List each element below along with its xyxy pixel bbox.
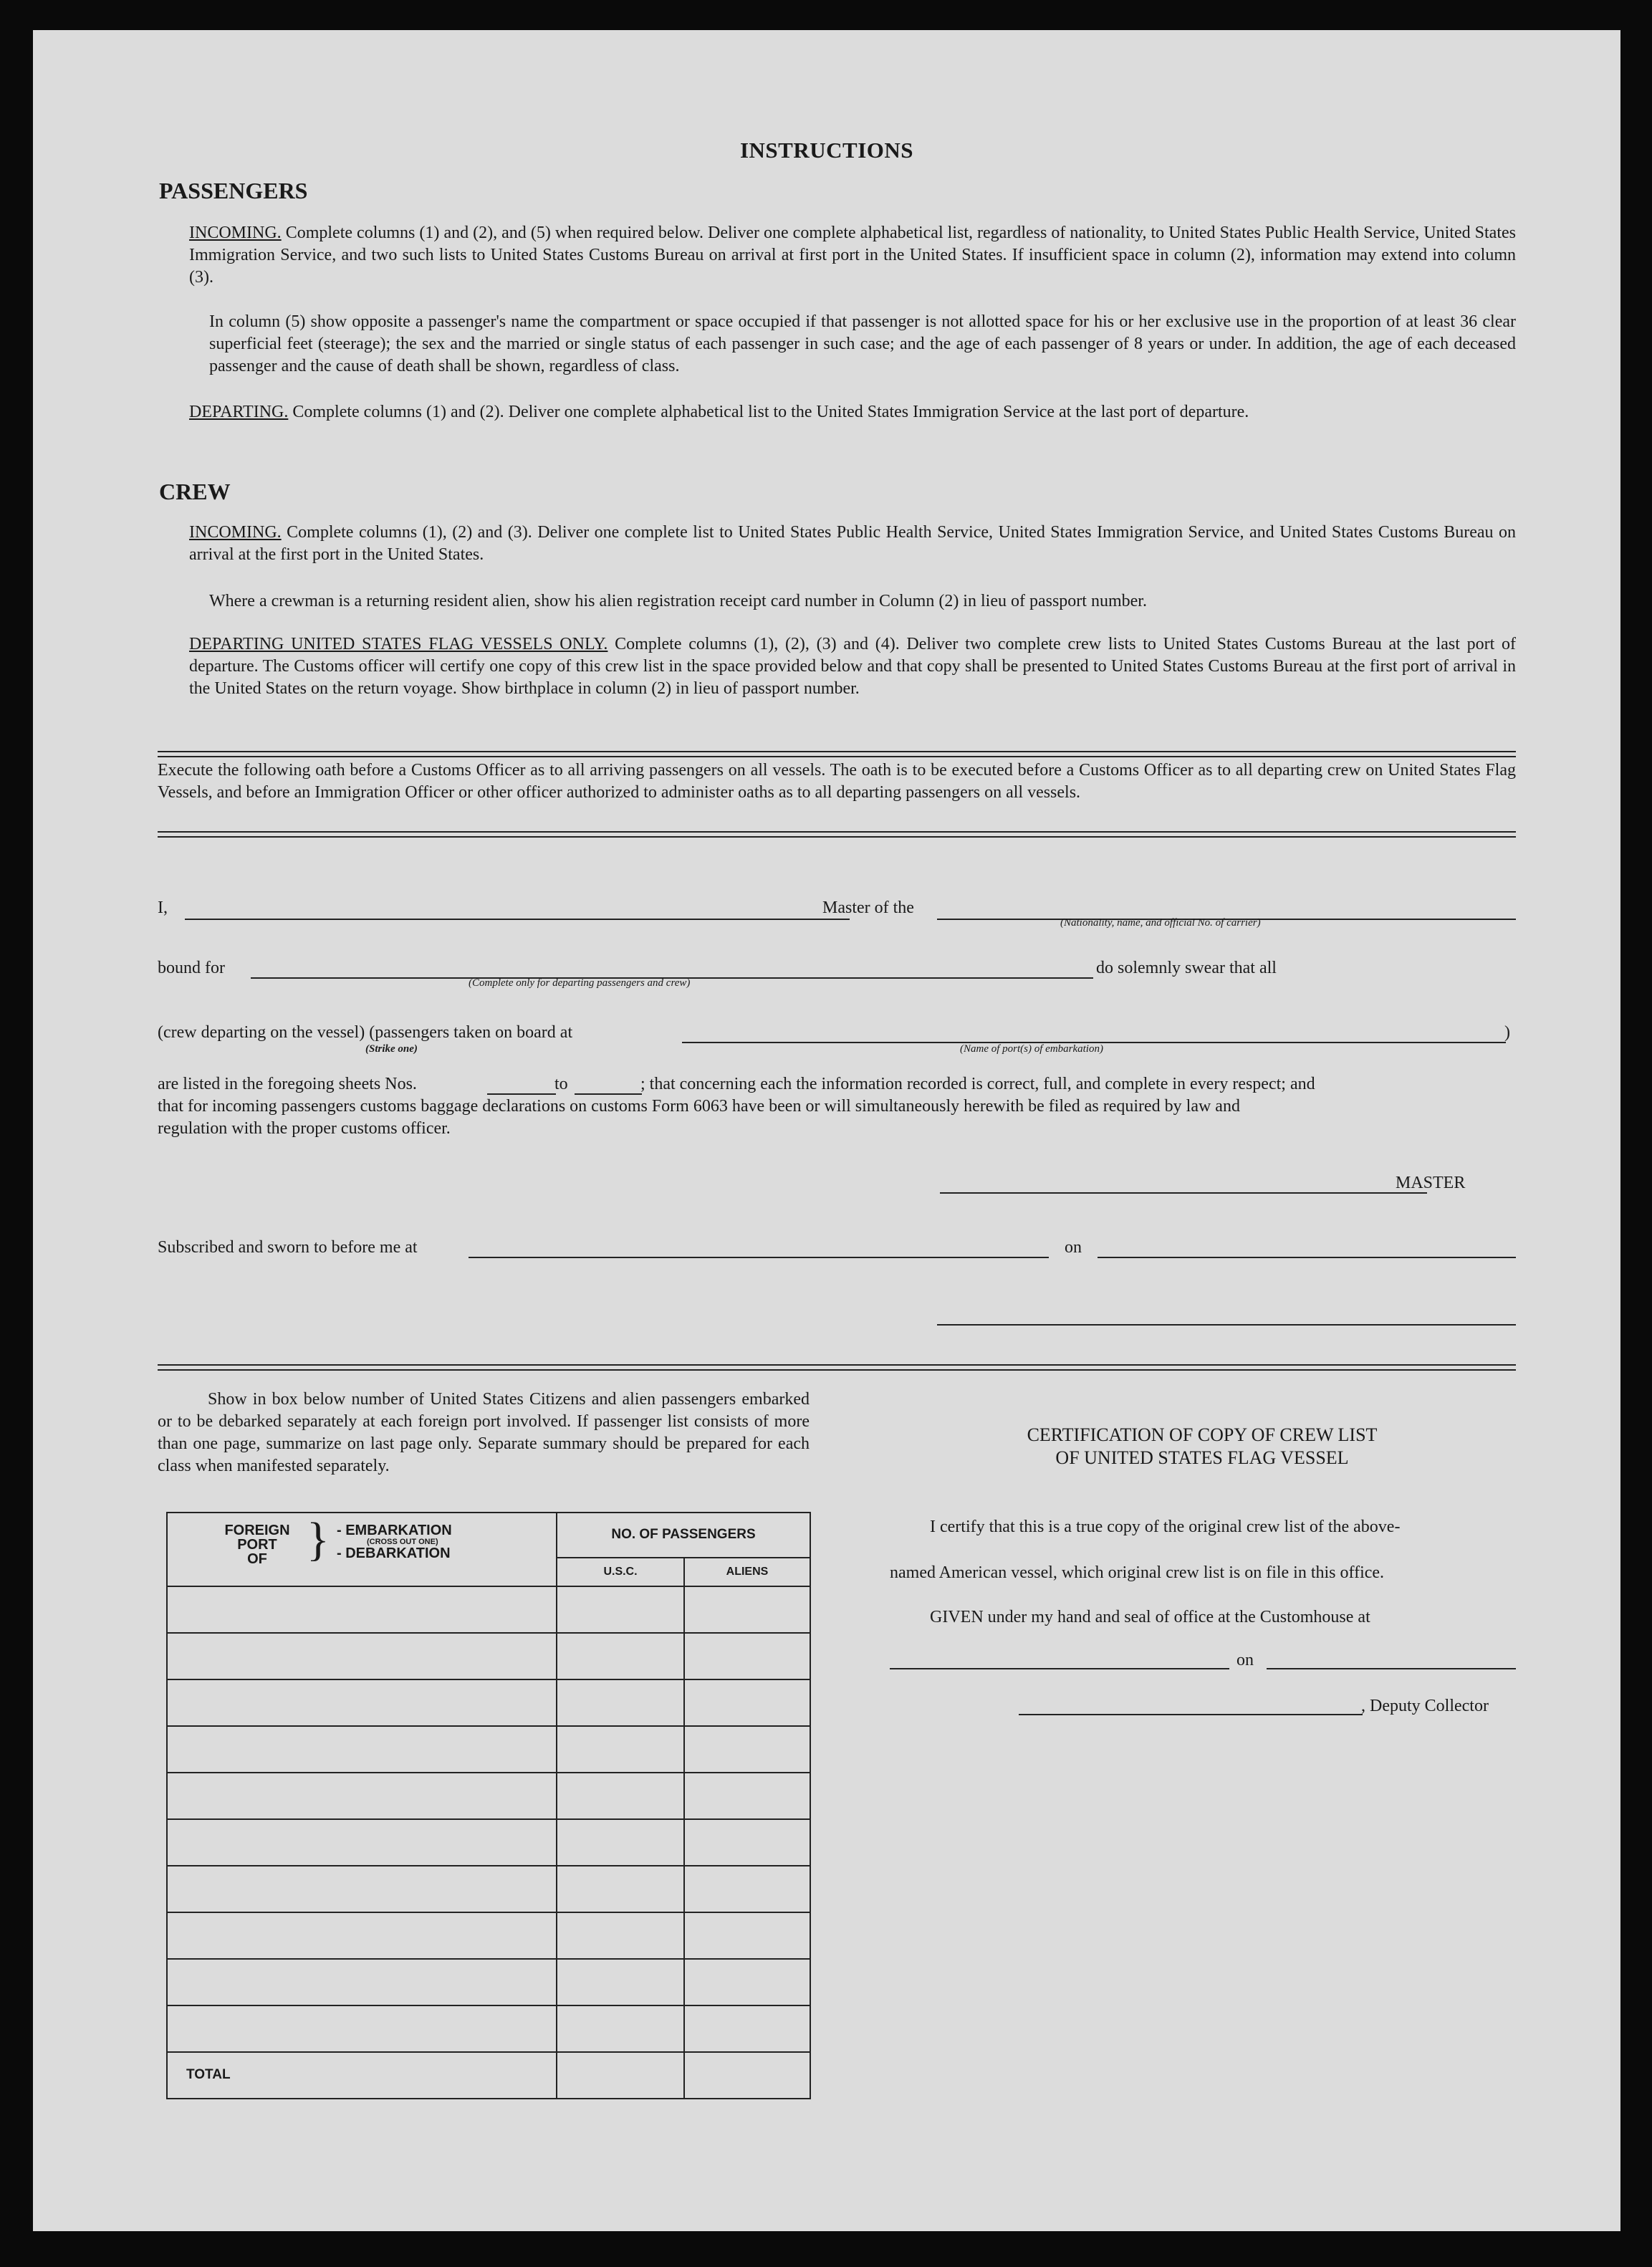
aliens-cell[interactable] <box>684 1679 810 1726</box>
port-note: (Name of port(s) of embarkation) <box>960 1043 1103 1055</box>
oath-i: I, <box>158 898 168 917</box>
usc-cell[interactable] <box>557 1726 684 1773</box>
section-divider <box>158 751 1516 757</box>
bound-for-label: bound for <box>158 959 225 977</box>
aliens-cell[interactable] <box>684 2005 810 2052</box>
aliens-cell[interactable] <box>684 1773 810 1819</box>
usc-header: U.S.C. <box>557 1558 684 1586</box>
passengers-incoming-text: Complete columns (1) and (2), and (5) when required below. Deliver one complete alphabetical list, regardless of nationality, to United States Public Health Service, United States Immigration Service, and two such lists to United States Customs Bureau on arrival at first port in the United States. If insufficient space in column (2), information may extend into column (3). <box>189 224 1516 287</box>
certification-date-line[interactable] <box>1267 1668 1516 1669</box>
passengers-incoming-paragraph <box>189 222 1516 289</box>
aliens-cell[interactable] <box>684 1633 810 1679</box>
usc-cell[interactable] <box>557 1912 684 1959</box>
certification-title-2: OF UNITED STATES FLAG VESSEL <box>1055 1447 1349 1468</box>
officer-signature-line[interactable] <box>937 1324 1516 1326</box>
listed-text-b: ; that concerning each the information recorded is correct, full, and complete in every respect; and <box>640 1075 1315 1093</box>
of-label: OF <box>247 1551 267 1567</box>
port-label: PORT <box>237 1537 277 1553</box>
section-divider <box>158 831 1516 838</box>
crew-heading: CREW <box>159 479 231 504</box>
total-label: TOTAL <box>167 2052 557 2099</box>
port-cell[interactable] <box>167 1773 557 1819</box>
foreign-label: FOREIGN <box>224 1523 290 1538</box>
passengers-column5-paragraph: In column (5) show opposite a passenger's name the compartment or space occupied if that passenger is not allotted space for his or her exclusive use in the proportion of at least 36 clear superficial feet (steerage); the sex and the married or single status of each passenger in such case; and the age of each passenger of 8 years or under. In addition, the age of each deceased passenger and the cause of death shall be shown, regardless of class. <box>209 312 1516 375</box>
crew-incoming-lead: INCOMING. <box>189 523 282 542</box>
certification-title-1: CERTIFICATION OF COPY OF CREW LIST <box>1027 1424 1378 1445</box>
given-text: GIVEN under my hand and seal of office at the Customhouse at <box>930 1608 1370 1626</box>
crew-resident-paragraph: Where a crewman is a returning resident alien, show his alien registration receipt card number in Column (2) in lieu of passport number. <box>209 592 1147 610</box>
port-cell[interactable] <box>167 1866 557 1912</box>
aliens-cell[interactable] <box>684 1819 810 1866</box>
listed-to: to <box>554 1075 568 1093</box>
certify-line-2: named American vessel, which original crew list is on file in this office. <box>890 1563 1385 1582</box>
page-title: INSTRUCTIONS <box>739 138 913 163</box>
listed-text-a: are listed in the foregoing sheets Nos. <box>158 1075 417 1093</box>
deputy-collector-label: , Deputy Collector <box>1361 1697 1489 1715</box>
passengers-departing-lead: DEPARTING. <box>189 403 289 421</box>
swear-text: do solemnly swear that all <box>1096 959 1277 977</box>
subscribed-place-line[interactable] <box>469 1257 1049 1258</box>
brace: } <box>307 1513 330 1566</box>
embarkation-label: - EMBARKATION <box>337 1523 452 1538</box>
strike-one-note: (Strike one) <box>365 1043 418 1055</box>
total-usc-cell[interactable] <box>557 2052 684 2099</box>
aliens-cell[interactable] <box>684 1912 810 1959</box>
listed-text-c: that for incoming passengers customs baggage declarations on customs Form 6063 have been or will simultaneously herewith be filed as required by law and <box>158 1097 1240 1116</box>
usc-cell[interactable] <box>557 1959 684 2005</box>
port-header-cell <box>167 1513 557 1586</box>
nationality-note: (Nationality, name, and official No. of carrier) <box>1060 917 1261 929</box>
no-passengers-header: NO. OF PASSENGERS <box>557 1513 810 1558</box>
deputy-signature-line[interactable] <box>1019 1714 1363 1715</box>
aliens-header: ALIENS <box>684 1558 810 1586</box>
subscribed-label: Subscribed and sworn to before me at <box>158 1238 418 1257</box>
port-cell[interactable] <box>167 1726 557 1773</box>
passengers-heading: PASSENGERS <box>159 178 308 203</box>
certification-on-label: on <box>1236 1651 1254 1669</box>
master-label: MASTER <box>1396 1174 1466 1192</box>
usc-cell[interactable] <box>557 1679 684 1726</box>
master-name-line[interactable] <box>185 919 850 920</box>
crew-incoming-paragraph <box>189 522 1516 566</box>
form-page <box>33 30 1620 2231</box>
port-cell[interactable] <box>167 1912 557 1959</box>
sheet-to-line[interactable] <box>575 1093 642 1095</box>
sheet-from-line[interactable] <box>487 1093 556 1095</box>
summary-instruction: Show in box below number of United States Citizens and alien passengers embarked or to be debarked separately at each foreign port involved. If passenger list consists of more than one page, summarize on last page only. Separate summary should be prepared for each class when manifested separately. <box>158 1390 810 1475</box>
total-aliens-cell[interactable] <box>684 2052 810 2099</box>
crew-incoming-text: Complete columns (1), (2) and (3). Deliver one complete list to United States Public Health Service, United States Immigration Service, and United States Customs Bureau on arrival at the first port in the United States. <box>189 523 1516 564</box>
subscribed-date-line[interactable] <box>1098 1257 1516 1258</box>
passenger-summary-table <box>166 1512 811 2099</box>
usc-cell[interactable] <box>557 1633 684 1679</box>
usc-cell[interactable] <box>557 1866 684 1912</box>
crew-departing-text: Complete columns (1), (2), (3) and (4). Deliver two complete crew lists to United States Customs Bureau at the last port of departure. The Customs officer will certify one copy of this crew list in the space provided below and that copy shall be presented to United States Customs Bureau at the first port of arrival in the United States on the return voyage. Show birthplace in column (2) in lieu of passport number. <box>189 635 1516 698</box>
crew-departing-paragraph <box>189 633 1516 700</box>
usc-cell[interactable] <box>557 2005 684 2052</box>
passengers-incoming-lead: INCOMING. <box>189 224 282 242</box>
usc-cell[interactable] <box>557 1586 684 1633</box>
complete-note: (Complete only for departing passengers and crew) <box>469 977 691 989</box>
certify-line-1: I certify that this is a true copy of the original crew list of the above- <box>930 1518 1401 1536</box>
usc-cell[interactable] <box>557 1773 684 1819</box>
master-signature-line[interactable] <box>940 1192 1427 1194</box>
aliens-cell[interactable] <box>684 1959 810 2005</box>
crew-departing-text: (crew departing on the vessel) (passengers taken on board at <box>158 1023 573 1042</box>
subscribed-on-label: on <box>1065 1238 1082 1257</box>
section-divider <box>158 1364 1516 1371</box>
listed-text-d: regulation with the proper customs officer. <box>158 1119 451 1138</box>
port-cell[interactable] <box>167 1959 557 2005</box>
port-cell[interactable] <box>167 1679 557 1726</box>
master-of-the-label: Master of the <box>822 898 914 917</box>
customhouse-place-line[interactable] <box>890 1668 1229 1669</box>
passengers-departing-paragraph <box>189 401 1516 423</box>
passengers-departing-text: Complete columns (1) and (2). Deliver one complete alphabetical list to the United States Immigration Service at the last port of departure. <box>288 403 1249 421</box>
port-cell[interactable] <box>167 1633 557 1679</box>
crew-departing-lead: DEPARTING UNITED STATES FLAG VESSELS ONLY. <box>189 635 608 653</box>
usc-cell[interactable] <box>557 1819 684 1866</box>
debarkation-label: - DEBARKATION <box>337 1545 451 1561</box>
port-cell[interactable] <box>167 1586 557 1633</box>
aliens-cell[interactable] <box>684 1586 810 1633</box>
oath-instruction: Execute the following oath before a Customs Officer as to all arriving passengers on all vessels. The oath is to be executed before a Customs Officer as to all departing crew on United States Flag Vessels, and before an Immigration Officer or other officer authorized to administer oaths as to all departing passengers on all vessels. <box>158 761 1516 802</box>
aliens-cell[interactable] <box>684 1866 810 1912</box>
port-cell[interactable] <box>167 1819 557 1866</box>
port-cell[interactable] <box>167 2005 557 2052</box>
aliens-cell[interactable] <box>684 1726 810 1773</box>
cross-out-note: (CROSS OUT ONE) <box>367 1538 438 1546</box>
close-paren: ) <box>1504 1023 1510 1042</box>
